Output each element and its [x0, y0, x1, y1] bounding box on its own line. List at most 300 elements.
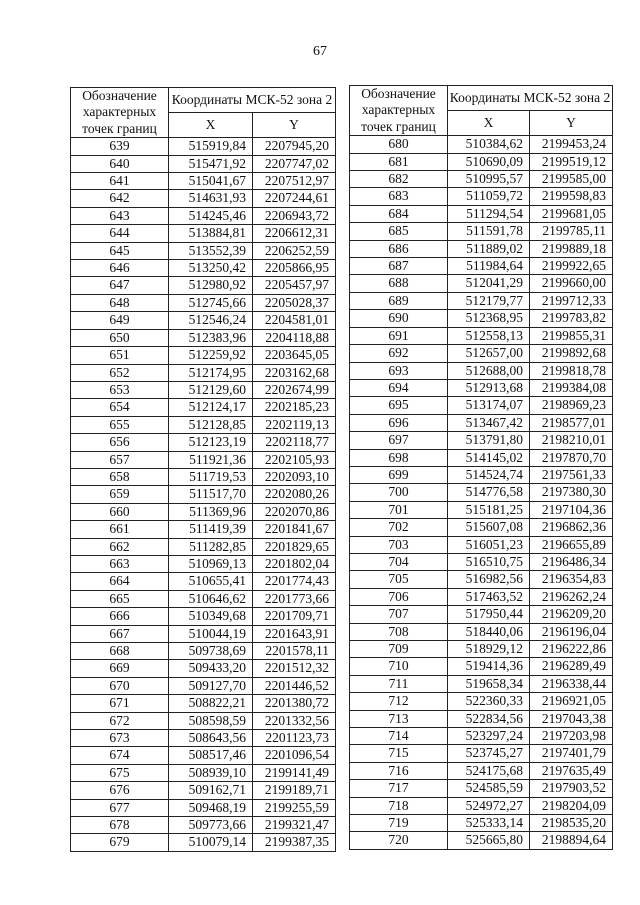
x-coordinate: 508598,59 — [169, 712, 253, 729]
y-coordinate: 2202119,13 — [253, 416, 336, 433]
x-coordinate: 510969,13 — [169, 555, 253, 572]
x-coordinate: 512124,17 — [169, 399, 253, 416]
table-row — [71, 312, 336, 329]
table-row — [71, 207, 336, 224]
point-number: 660 — [71, 503, 169, 520]
y-coordinate: 2202080,26 — [253, 486, 336, 503]
x-coordinate: 517463,52 — [448, 588, 530, 605]
y-coordinate: 2205866,95 — [253, 260, 336, 277]
x-coordinate: 510655,41 — [169, 573, 253, 590]
x-coordinate: 522834,56 — [448, 710, 530, 727]
table-body-right — [350, 136, 613, 850]
y-coordinate: 2201774,43 — [253, 573, 336, 590]
y-coordinate: 2199321,47 — [253, 817, 336, 834]
x-coordinate: 522360,33 — [448, 693, 530, 710]
point-number: 685 — [350, 223, 448, 240]
point-number: 650 — [71, 329, 169, 346]
point-number: 720 — [350, 832, 448, 849]
table-row — [71, 173, 336, 190]
point-number: 675 — [71, 764, 169, 781]
table-row — [71, 242, 336, 259]
table-row — [350, 310, 613, 327]
x-coordinate: 513884,81 — [169, 225, 253, 242]
point-number: 670 — [71, 677, 169, 694]
y-coordinate: 2197380,30 — [530, 484, 613, 501]
y-coordinate: 2196486,34 — [530, 553, 613, 570]
x-coordinate: 512041,29 — [448, 275, 530, 292]
y-coordinate: 2199785,11 — [530, 223, 613, 240]
point-number: 689 — [350, 292, 448, 309]
point-number: 674 — [71, 747, 169, 764]
y-coordinate: 2199255,59 — [253, 799, 336, 816]
header-x: X — [448, 111, 530, 136]
point-number: 684 — [350, 205, 448, 222]
y-coordinate: 2198969,23 — [530, 397, 613, 414]
point-number: 676 — [71, 782, 169, 799]
x-coordinate: 512259,92 — [169, 347, 253, 364]
point-number: 688 — [350, 275, 448, 292]
point-number: 677 — [71, 799, 169, 816]
x-coordinate: 515471,92 — [169, 155, 253, 172]
table-row — [71, 799, 336, 816]
point-number: 701 — [350, 501, 448, 518]
x-coordinate: 512913,68 — [448, 379, 530, 396]
table-row — [71, 364, 336, 381]
y-coordinate: 2201802,04 — [253, 555, 336, 572]
table-row — [350, 815, 613, 832]
point-number: 705 — [350, 571, 448, 588]
point-number: 654 — [71, 399, 169, 416]
x-coordinate: 515919,84 — [169, 138, 253, 155]
y-coordinate: 2199453,24 — [530, 136, 613, 153]
table-row — [71, 608, 336, 625]
y-coordinate: 2196222,86 — [530, 641, 613, 658]
y-coordinate: 2199922,65 — [530, 258, 613, 275]
y-coordinate: 2199519,12 — [530, 153, 613, 170]
point-number: 643 — [71, 207, 169, 224]
y-coordinate: 2197635,49 — [530, 762, 613, 779]
x-coordinate: 513791,80 — [448, 432, 530, 449]
point-number: 712 — [350, 693, 448, 710]
x-coordinate: 511369,96 — [169, 503, 253, 520]
y-coordinate: 2201643,91 — [253, 625, 336, 642]
point-number: 647 — [71, 277, 169, 294]
x-coordinate: 512745,66 — [169, 294, 253, 311]
y-coordinate: 2199783,82 — [530, 310, 613, 327]
x-coordinate: 524175,68 — [448, 762, 530, 779]
x-coordinate: 510044,19 — [169, 625, 253, 642]
table-row — [71, 434, 336, 451]
table-row — [350, 397, 613, 414]
point-number: 646 — [71, 260, 169, 277]
point-number: 718 — [350, 797, 448, 814]
y-coordinate: 2196262,24 — [530, 588, 613, 605]
x-coordinate: 523745,27 — [448, 745, 530, 762]
point-number: 680 — [350, 136, 448, 153]
point-number: 695 — [350, 397, 448, 414]
x-coordinate: 512174,95 — [169, 364, 253, 381]
table-row — [71, 764, 336, 781]
table-row — [71, 695, 336, 712]
y-coordinate: 2199141,49 — [253, 764, 336, 781]
point-number: 671 — [71, 695, 169, 712]
table-row — [71, 451, 336, 468]
table-row — [71, 730, 336, 747]
x-coordinate: 512546,24 — [169, 312, 253, 329]
point-number: 641 — [71, 173, 169, 190]
x-coordinate: 513174,07 — [448, 397, 530, 414]
header-x: X — [169, 113, 253, 138]
table-row — [71, 747, 336, 764]
point-number: 668 — [71, 643, 169, 660]
point-number: 715 — [350, 745, 448, 762]
x-coordinate: 512688,00 — [448, 362, 530, 379]
x-coordinate: 514145,02 — [448, 449, 530, 466]
x-coordinate: 515181,25 — [448, 501, 530, 518]
x-coordinate: 514631,93 — [169, 190, 253, 207]
y-coordinate: 2202093,10 — [253, 468, 336, 485]
x-coordinate: 511294,54 — [448, 205, 530, 222]
coordinates-table-left — [70, 87, 336, 852]
x-coordinate: 512657,00 — [448, 345, 530, 362]
x-coordinate: 512368,95 — [448, 310, 530, 327]
coordinates-table-right — [349, 85, 613, 850]
x-coordinate: 511921,36 — [169, 451, 253, 468]
point-number: 714 — [350, 728, 448, 745]
x-coordinate: 518440,06 — [448, 623, 530, 640]
point-number: 691 — [350, 327, 448, 344]
table-row — [71, 503, 336, 520]
x-coordinate: 508517,46 — [169, 747, 253, 764]
point-number: 640 — [71, 155, 169, 172]
point-number: 683 — [350, 188, 448, 205]
y-coordinate: 2198577,01 — [530, 414, 613, 431]
table-row — [71, 399, 336, 416]
table-row — [71, 521, 336, 538]
page-number: 67 — [313, 44, 327, 59]
y-coordinate: 2201578,11 — [253, 643, 336, 660]
table-row — [350, 223, 613, 240]
point-number: 666 — [71, 608, 169, 625]
point-number: 661 — [71, 521, 169, 538]
y-coordinate: 2207244,61 — [253, 190, 336, 207]
point-number: 697 — [350, 432, 448, 449]
x-coordinate: 525665,80 — [448, 832, 530, 849]
y-coordinate: 2199384,08 — [530, 379, 613, 396]
table-row — [350, 345, 613, 362]
point-number: 708 — [350, 623, 448, 640]
table-row — [71, 155, 336, 172]
y-coordinate: 2199585,00 — [530, 171, 613, 188]
point-number: 672 — [71, 712, 169, 729]
y-coordinate: 2199681,05 — [530, 205, 613, 222]
table-row — [350, 832, 613, 849]
point-number: 710 — [350, 658, 448, 675]
table-row — [350, 606, 613, 623]
header-point-designation: Обозначение характерных точек границ — [350, 86, 448, 136]
y-coordinate: 2201829,65 — [253, 538, 336, 555]
point-number: 699 — [350, 466, 448, 483]
y-coordinate: 2197104,36 — [530, 501, 613, 518]
point-number: 713 — [350, 710, 448, 727]
x-coordinate: 524972,27 — [448, 797, 530, 814]
point-number: 678 — [71, 817, 169, 834]
y-coordinate: 2202070,86 — [253, 503, 336, 520]
table-row — [350, 501, 613, 518]
y-coordinate: 2199889,18 — [530, 240, 613, 257]
x-coordinate: 514776,58 — [448, 484, 530, 501]
point-number: 642 — [71, 190, 169, 207]
point-number: 716 — [350, 762, 448, 779]
table-row — [71, 381, 336, 398]
x-coordinate: 511419,39 — [169, 521, 253, 538]
table-row — [350, 292, 613, 309]
x-coordinate: 512123,19 — [169, 434, 253, 451]
table-row — [350, 675, 613, 692]
point-number: 664 — [71, 573, 169, 590]
table-row — [350, 780, 613, 797]
y-coordinate: 2197870,70 — [530, 449, 613, 466]
y-coordinate: 2201332,56 — [253, 712, 336, 729]
table-row — [71, 555, 336, 572]
y-coordinate: 2199855,31 — [530, 327, 613, 344]
table-row — [71, 347, 336, 364]
y-coordinate: 2199387,35 — [253, 834, 336, 851]
table-row — [350, 693, 613, 710]
y-coordinate: 2198535,20 — [530, 815, 613, 832]
point-number: 653 — [71, 381, 169, 398]
x-coordinate: 524585,59 — [448, 780, 530, 797]
table-row — [71, 190, 336, 207]
point-number: 639 — [71, 138, 169, 155]
x-coordinate: 511591,78 — [448, 223, 530, 240]
point-number: 706 — [350, 588, 448, 605]
x-coordinate: 525333,14 — [448, 815, 530, 832]
y-coordinate: 2199660,00 — [530, 275, 613, 292]
point-number: 690 — [350, 310, 448, 327]
point-number: 703 — [350, 536, 448, 553]
header-point-designation: Обозначение характерных точек границ — [71, 88, 169, 138]
x-coordinate: 511059,72 — [448, 188, 530, 205]
table-row — [71, 138, 336, 155]
table-row — [71, 590, 336, 607]
table-row — [71, 834, 336, 851]
y-coordinate: 2207512,97 — [253, 173, 336, 190]
x-coordinate: 516051,23 — [448, 536, 530, 553]
point-number: 700 — [350, 484, 448, 501]
x-coordinate: 508939,10 — [169, 764, 253, 781]
table-row — [71, 486, 336, 503]
y-coordinate: 2201446,52 — [253, 677, 336, 694]
y-coordinate: 2196209,20 — [530, 606, 613, 623]
point-number: 709 — [350, 641, 448, 658]
table-row — [350, 432, 613, 449]
y-coordinate: 2202674,99 — [253, 381, 336, 398]
table-row — [350, 258, 613, 275]
x-coordinate: 511889,02 — [448, 240, 530, 257]
table-row — [71, 625, 336, 642]
y-coordinate: 2206943,72 — [253, 207, 336, 224]
x-coordinate: 510384,62 — [448, 136, 530, 153]
point-number: 679 — [71, 834, 169, 851]
x-coordinate: 511719,53 — [169, 468, 253, 485]
y-coordinate: 2196338,44 — [530, 675, 613, 692]
x-coordinate: 509127,70 — [169, 677, 253, 694]
y-coordinate: 2201709,71 — [253, 608, 336, 625]
point-number: 717 — [350, 780, 448, 797]
point-number: 673 — [71, 730, 169, 747]
x-coordinate: 515607,08 — [448, 519, 530, 536]
table-row — [71, 329, 336, 346]
point-number: 711 — [350, 675, 448, 692]
x-coordinate: 518929,12 — [448, 641, 530, 658]
table-row — [71, 225, 336, 242]
y-coordinate: 2201773,66 — [253, 590, 336, 607]
table-row — [350, 728, 613, 745]
table-row — [350, 519, 613, 536]
x-coordinate: 508643,56 — [169, 730, 253, 747]
x-coordinate: 513467,42 — [448, 414, 530, 431]
x-coordinate: 523297,24 — [448, 728, 530, 745]
point-number: 693 — [350, 362, 448, 379]
point-number: 663 — [71, 555, 169, 572]
y-coordinate: 2206612,31 — [253, 225, 336, 242]
y-coordinate: 2205457,97 — [253, 277, 336, 294]
x-coordinate: 510646,62 — [169, 590, 253, 607]
y-coordinate: 2196354,83 — [530, 571, 613, 588]
point-number: 702 — [350, 519, 448, 536]
point-number: 707 — [350, 606, 448, 623]
x-coordinate: 517950,44 — [448, 606, 530, 623]
point-number: 665 — [71, 590, 169, 607]
x-coordinate: 512129,60 — [169, 381, 253, 398]
table-row — [350, 797, 613, 814]
table-row — [71, 277, 336, 294]
table-row — [350, 205, 613, 222]
point-number: 681 — [350, 153, 448, 170]
y-coordinate: 2197561,33 — [530, 466, 613, 483]
table-row — [71, 468, 336, 485]
table-row — [350, 588, 613, 605]
table-row — [71, 712, 336, 729]
y-coordinate: 2201380,72 — [253, 695, 336, 712]
table-row — [350, 153, 613, 170]
header-y: Y — [530, 111, 613, 136]
point-number: 644 — [71, 225, 169, 242]
point-number: 659 — [71, 486, 169, 503]
y-coordinate: 2197043,38 — [530, 710, 613, 727]
y-coordinate: 2204581,01 — [253, 312, 336, 329]
y-coordinate: 2204118,88 — [253, 329, 336, 346]
table-row — [350, 571, 613, 588]
y-coordinate: 2199712,33 — [530, 292, 613, 309]
table-row — [350, 553, 613, 570]
table-row — [350, 449, 613, 466]
point-number: 694 — [350, 379, 448, 396]
point-number: 652 — [71, 364, 169, 381]
point-number: 658 — [71, 468, 169, 485]
y-coordinate: 2197903,52 — [530, 780, 613, 797]
point-number: 719 — [350, 815, 448, 832]
table-row — [350, 484, 613, 501]
x-coordinate: 513552,39 — [169, 242, 253, 259]
y-coordinate: 2196862,36 — [530, 519, 613, 536]
table-row — [350, 762, 613, 779]
table-row — [350, 414, 613, 431]
header-coordinates: Координаты МСК-52 зона 2 — [169, 88, 336, 113]
y-coordinate: 2199598,83 — [530, 188, 613, 205]
table-row — [350, 641, 613, 658]
point-number: 698 — [350, 449, 448, 466]
x-coordinate: 511517,70 — [169, 486, 253, 503]
x-coordinate: 514524,74 — [448, 466, 530, 483]
x-coordinate: 510079,14 — [169, 834, 253, 851]
y-coordinate: 2207747,02 — [253, 155, 336, 172]
header-y: Y — [253, 113, 336, 138]
y-coordinate: 2201123,73 — [253, 730, 336, 747]
table-row — [350, 466, 613, 483]
table-row — [71, 538, 336, 555]
x-coordinate: 509773,66 — [169, 817, 253, 834]
point-number: 649 — [71, 312, 169, 329]
y-coordinate: 2203645,05 — [253, 347, 336, 364]
table-row — [350, 275, 613, 292]
table-row — [350, 240, 613, 257]
y-coordinate: 2199189,71 — [253, 782, 336, 799]
point-number: 682 — [350, 171, 448, 188]
y-coordinate: 2205028,37 — [253, 294, 336, 311]
x-coordinate: 509738,69 — [169, 643, 253, 660]
y-coordinate: 2201096,54 — [253, 747, 336, 764]
point-number: 651 — [71, 347, 169, 364]
table-row — [71, 260, 336, 277]
point-number: 696 — [350, 414, 448, 431]
x-coordinate: 509468,19 — [169, 799, 253, 816]
table-row — [350, 623, 613, 640]
y-coordinate: 2198894,64 — [530, 832, 613, 849]
table-row — [71, 677, 336, 694]
y-coordinate: 2197401,79 — [530, 745, 613, 762]
x-coordinate: 513250,42 — [169, 260, 253, 277]
y-coordinate: 2196289,49 — [530, 658, 613, 675]
point-number: 667 — [71, 625, 169, 642]
y-coordinate: 2198210,01 — [530, 432, 613, 449]
point-number: 645 — [71, 242, 169, 259]
y-coordinate: 2199818,78 — [530, 362, 613, 379]
x-coordinate: 509433,20 — [169, 660, 253, 677]
point-number: 648 — [71, 294, 169, 311]
point-number: 656 — [71, 434, 169, 451]
y-coordinate: 2196655,89 — [530, 536, 613, 553]
y-coordinate: 2197203,98 — [530, 728, 613, 745]
table-row — [350, 136, 613, 153]
table-row — [71, 416, 336, 433]
y-coordinate: 2201841,67 — [253, 521, 336, 538]
point-number: 669 — [71, 660, 169, 677]
point-number: 655 — [71, 416, 169, 433]
table-row — [71, 817, 336, 834]
table-row — [71, 782, 336, 799]
point-number: 692 — [350, 345, 448, 362]
table-row — [350, 658, 613, 675]
point-number: 686 — [350, 240, 448, 257]
x-coordinate: 519414,36 — [448, 658, 530, 675]
y-coordinate: 2199892,68 — [530, 345, 613, 362]
x-coordinate: 510349,68 — [169, 608, 253, 625]
table-row — [350, 362, 613, 379]
y-coordinate: 2196921,05 — [530, 693, 613, 710]
x-coordinate: 515041,67 — [169, 173, 253, 190]
